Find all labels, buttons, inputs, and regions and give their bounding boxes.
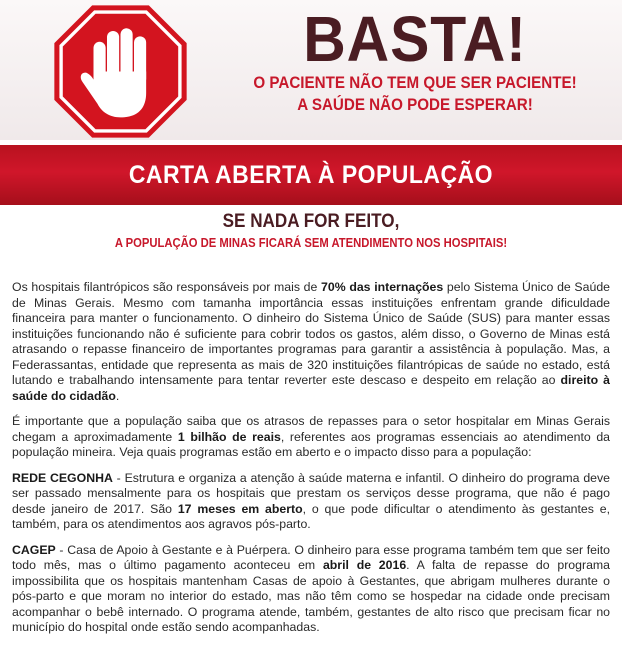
paragraph-text: - Casa de Apoio à Gestante e à Puérpera. O dinheiro para esse programa também tem que ser feito todo mês, mas o último pagamento aconteceu em (12, 542, 610, 572)
slogan-line-2: A SAÚDE NÃO PODE ESPERAR! (297, 96, 533, 114)
paragraph-text: . A falta de repasse do programa impossibilita que os hospitais mantenham Casas de apoio à Gestantes, que abrigam mulheres durante o pós-parto e que moram no interior do estado, mas não têm como se hospedar na cidade onde precisam acompanhar o bebê internado. O programa atende, também, gestantes de alto risco que precisam ficar no município do hospital onde estão sendo acompanhadas. (12, 558, 611, 634)
highlight-70-percent: 70% das internações (321, 280, 444, 294)
title-block (215, 2, 615, 116)
program-name-cagep: CAGEP (12, 542, 56, 557)
paragraph-delays (12, 414, 610, 461)
highlight-april-2016: abril de 2016 (322, 558, 407, 572)
banner-title: CARTA ABERTA À POPULAÇÃO (128, 161, 494, 189)
sub-heading (0, 210, 622, 252)
header (0, 0, 622, 140)
paragraph-text: Os hospitais filantrópicos são responsáveis por mais de (12, 280, 322, 294)
paragraph-text: É importante que a população saiba que os atrasos de repasses para o setor hospitalar em Minas Gerais chegam a aproximadamente (12, 414, 610, 444)
highlight-right-to-health: direito à saúde do cidadão (12, 373, 610, 403)
paragraph-text: , o que pode dificultar o atendimento às gestantes e, também, para os atendimentos aos agravos pós-parto. (12, 501, 610, 531)
paragraph-text: pelo Sistema Único de Saúde de Minas Gerais. Mesmo com tamanha importância essas instituições enfrentam grande dificuldade financeira para manter o funcionamento. O dinheiro do Sistema Único de Saúde (SUS) para manter essas instituições funcionando não é suficiente para cobrir todos os gastos, além disso, o Governo de Minas está atrasando o repasse financeiro de importantes programas para garantir a assistência à população. Mas, a Federassantas, entidade que representa as mais de 320 instituições filantrópicas de saúde no estado, está lutando e trabalhando intensamente para tentar reverter este descaso e despeito em relação ao (12, 280, 610, 387)
highlight-17-months: 17 meses em aberto (177, 501, 303, 516)
open-letter-banner (0, 145, 622, 205)
main-title: BASTA! (303, 3, 527, 75)
paragraph-cagep (12, 543, 610, 636)
sub-heading-line-2: A POPULAÇÃO DE MINAS FICARÁ SEM ATENDIMENTO NOS HOSPITAIS! (114, 236, 508, 250)
paragraph-intro (12, 280, 610, 404)
paragraph-text: . (115, 388, 120, 403)
paragraph-rede-cegonha (12, 471, 610, 533)
paragraph-text: - Estrutura e organiza a atenção à saúde materna e infantil. O dinheiro do programa deve ser passado mensalmente para os hospitais que prestam os serviços desse programa, que não é pago desde janeiro de 2017. São (12, 470, 610, 516)
letter-body (12, 280, 610, 646)
program-name-rede-cegonha: REDE CEGONHA (12, 470, 113, 485)
highlight-1-billion: 1 bilhão de reais (177, 429, 281, 444)
paragraph-text: , referentes aos programas essenciais ao atendimento da população mineira. Veja quais programas estão em aberto e o impacto disso para a população: (12, 429, 610, 459)
sub-heading-line-1: SE NADA FOR FEITO, (222, 211, 400, 232)
slogan-line-1: O PACIENTE NÃO TEM QUE SER PACIENTE! (253, 74, 577, 92)
stop-hand-icon (53, 4, 188, 139)
